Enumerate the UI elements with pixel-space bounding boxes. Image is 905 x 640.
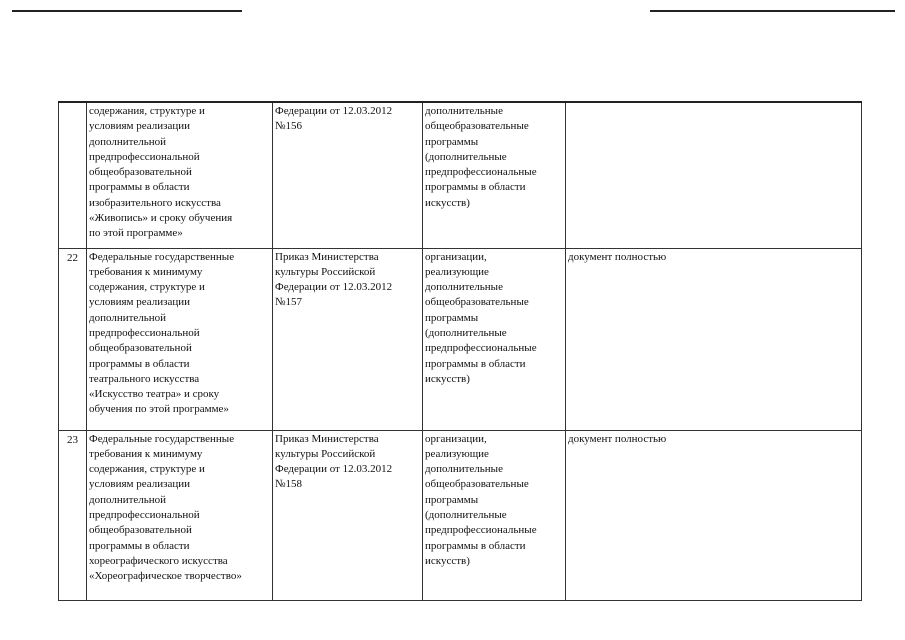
cell-text-line: общеобразовательные <box>425 478 529 491</box>
cell-text-line: «Искусство театра» и сроку <box>89 388 220 401</box>
cell-text-line: изобразительного искусства <box>89 196 221 209</box>
approving-act-cell <box>273 430 423 600</box>
cell-text-line: Федерации от 12.03.2012 <box>275 463 393 476</box>
cell-text-line: организации, <box>425 250 487 263</box>
approving-act-cell <box>273 102 423 248</box>
cell-text-line: программы в области <box>425 357 526 370</box>
cell-text-line: (дополнительные <box>425 150 507 163</box>
row-number-cell: 23 <box>59 430 87 600</box>
cell-text-line: искусств) <box>425 372 470 385</box>
cell-text-line: Приказ Министерства <box>275 432 379 445</box>
application-scope-cell: документ полностью <box>566 430 862 600</box>
cell-text-line: содержания, структуре и <box>89 281 205 294</box>
table-row <box>59 430 862 600</box>
acts-table <box>58 101 862 601</box>
cell-text-line: дополнительные <box>425 281 503 294</box>
cell-text-line: дополнительные <box>425 463 503 476</box>
cell-text-line: №157 <box>275 296 302 309</box>
document-name-cell <box>87 102 273 248</box>
cell-text-line: театрального искусства <box>89 372 200 385</box>
cell-text-line: реализующие <box>425 265 489 278</box>
subjects-cell <box>423 430 566 600</box>
cell-text-line: программы в области <box>89 181 190 194</box>
cell-text-line: искусств) <box>425 554 470 567</box>
header-rule-right <box>650 10 895 12</box>
cell-text-line: общеобразовательной <box>89 524 192 537</box>
subjects-cell <box>423 248 566 430</box>
cell-text-line: по этой программе» <box>89 227 183 240</box>
cell-text-line: общеобразовательной <box>89 342 192 355</box>
cell-text-line: №158 <box>275 478 302 491</box>
cell-text-line: предпрофессиональной <box>89 150 200 163</box>
cell-text-line: дополнительные <box>425 105 503 117</box>
cell-text-line: программы в области <box>425 539 526 552</box>
cell-text-line: культуры Российской <box>275 447 376 460</box>
cell-text-line: программы в области <box>89 357 190 370</box>
document-name-cell <box>87 248 273 430</box>
row-number-cell: 22 <box>59 248 87 430</box>
cell-text-line: культуры Российской <box>275 265 376 278</box>
cell-text-line: условиям реализации <box>89 478 190 491</box>
cell-text-line: общеобразовательной <box>89 166 192 179</box>
document-name-cell <box>87 430 273 600</box>
cell-text-line: Приказ Министерства <box>275 250 379 263</box>
cell-text-line: Федерации от 12.03.2012 <box>275 105 393 117</box>
cell-text-line: Федеральные государственные <box>89 432 235 445</box>
cell-text-line: требования к минимуму <box>89 447 203 460</box>
cell-text-line: Федерации от 12.03.2012 <box>275 281 393 294</box>
cell-text-line: программы в области <box>89 539 190 552</box>
cell-text-line: (дополнительные <box>425 326 507 339</box>
cell-text-line: хореографического искусства <box>89 554 228 567</box>
cell-text-line: «Живопись» и сроку обучения <box>89 212 233 225</box>
subjects-cell <box>423 102 566 248</box>
table-row <box>59 248 862 430</box>
cell-text-line: дополнительной <box>89 135 167 148</box>
cell-text-line: программы <box>425 311 479 324</box>
cell-text-line: обучения по этой программе» <box>89 403 229 416</box>
cell-text-line: дополнительной <box>89 493 167 506</box>
application-scope-cell <box>566 102 862 248</box>
cell-text-line: предпрофессиональные <box>425 166 537 179</box>
cell-text-line: предпрофессиональной <box>89 508 200 521</box>
cell-text-line: предпрофессиональные <box>425 524 537 537</box>
cell-text-line: программы <box>425 135 479 148</box>
cell-text-line: программы <box>425 493 479 506</box>
cell-text-line: предпрофессиональные <box>425 342 537 355</box>
header-rule-left <box>12 10 242 12</box>
cell-text-line: содержания, структуре и <box>89 463 205 476</box>
cell-text-line: общеобразовательные <box>425 120 529 133</box>
cell-text-line: требования к минимуму <box>89 265 203 278</box>
row-number-cell <box>59 102 87 248</box>
cell-text-line: программы в области <box>425 181 526 194</box>
cell-text-line: «Хореографическое творчество» <box>89 570 242 583</box>
cell-text-line: содержания, структуре и <box>89 105 205 117</box>
application-scope-cell: документ полностью <box>566 248 862 430</box>
cell-text-line: реализующие <box>425 447 489 460</box>
approving-act-cell <box>273 248 423 430</box>
cell-text-line: искусств) <box>425 196 470 209</box>
cell-text-line: условиям реализации <box>89 296 190 309</box>
cell-text-line: общеобразовательные <box>425 296 529 309</box>
cell-text-line: дополнительной <box>89 311 167 324</box>
cell-text-line: Федеральные государственные <box>89 250 235 263</box>
cell-text-line: организации, <box>425 432 487 445</box>
table-row <box>59 102 862 248</box>
cell-text-line: №156 <box>275 120 302 133</box>
cell-text-line: предпрофессиональной <box>89 326 200 339</box>
cell-text-line: (дополнительные <box>425 508 507 521</box>
acts-table-body <box>59 102 862 600</box>
cell-text-line: условиям реализации <box>89 120 190 133</box>
